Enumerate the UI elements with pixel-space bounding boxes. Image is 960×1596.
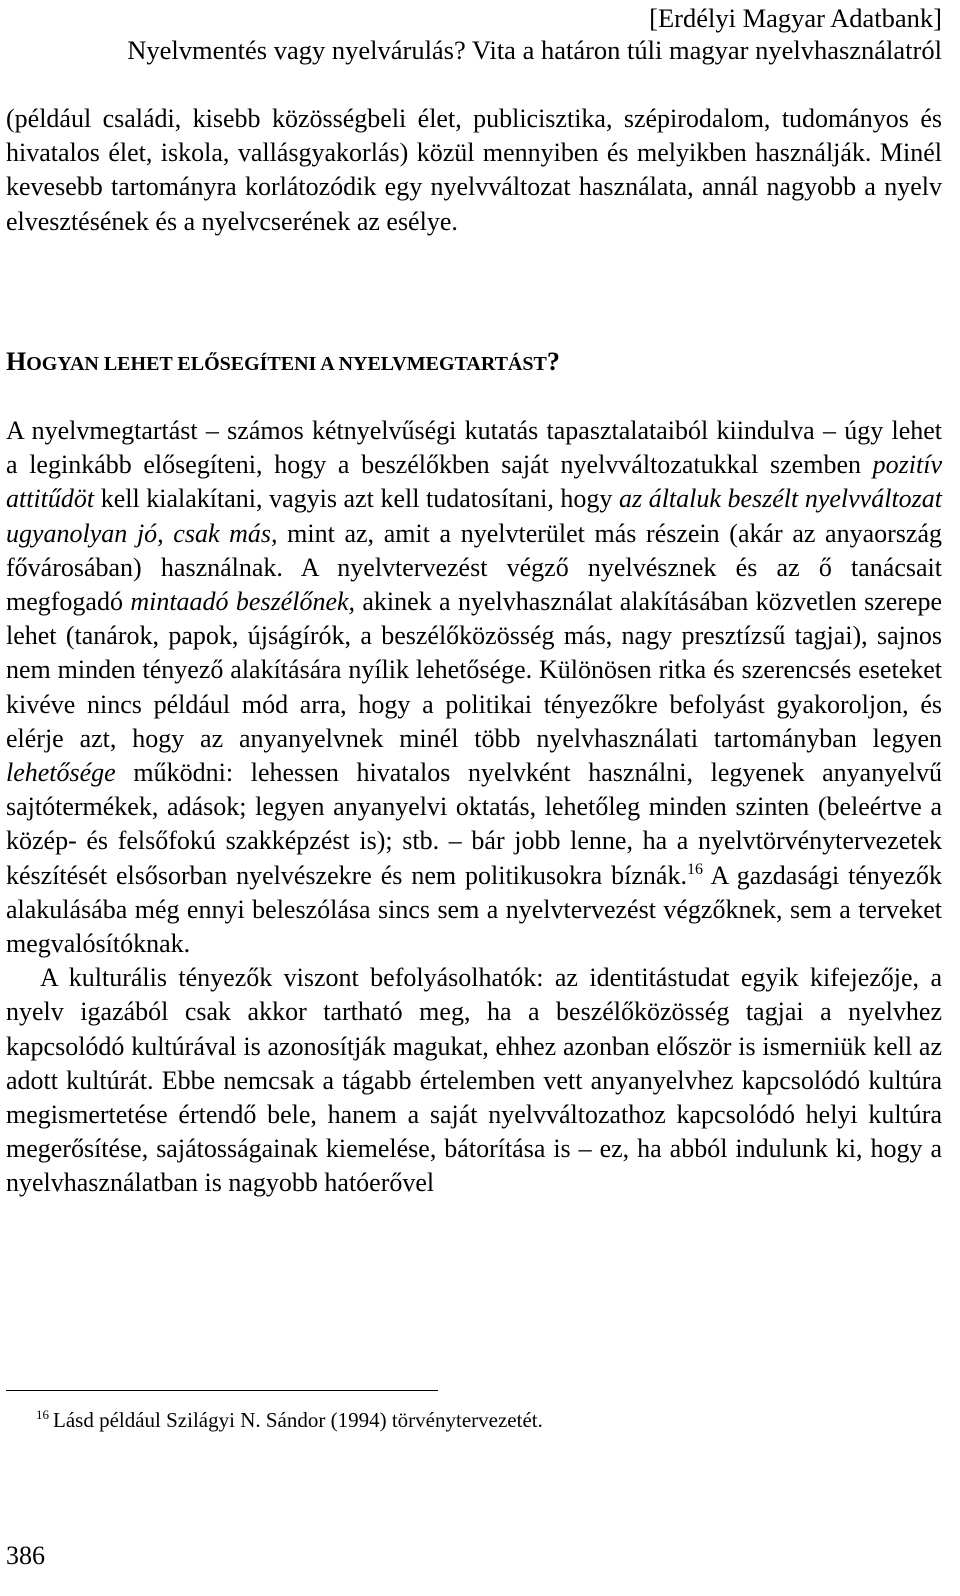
text-run: mint az, amit a nyelvterület más részein (akár az anyaország fővárosában) használnak. A nyelvtervezést végző nyelvésznek és az ő tanácsait megfogadó	[6, 518, 942, 617]
text-run: akinek a nyelvhasználat alakításában közvetlen szerepe lehet (tanárok, papok, újságírók, a beszélőközösség más, nagy presztízsű tagjai), sajnos nem minden tényező alakítására nyílik lehetősége. Különösen ritka és szerencsés eseteket kivéve nincs például mód arra, hogy a politikai tényezőkre befolyást gyakoroljon, és elérje azt, hogy az anyanyelvnek minél több nyelvhasználati tartományban legyen	[6, 587, 943, 753]
footnote-reference[interactable]: 16	[686, 860, 703, 878]
continued-paragraph	[6, 102, 942, 239]
section-heading	[6, 344, 560, 382]
footnote	[36, 1405, 543, 1435]
italic-run: lehetősége	[6, 758, 116, 788]
header-title: Nyelvmentés vagy nyelvárulás? Vita a határon túli magyar nyelvhasználatról	[127, 35, 942, 65]
footnote-text: Lásd például Szilágyi N. Sándor (1994) törvénytervezetét.	[53, 1408, 543, 1432]
text-run: működni: lehessen hivatalos nyelvként használni, legyenek anyanyelvű sajtótermékek, adások; legyen anyanyelvi oktatás, lehetőleg minden szinten (beleértve a közép- és felsőfokú szakképzést is); stb. – bár jobb lenne, ha a nyelvtörvénytervezetek készítését elsősorban nyelvészekre és nem politikusokra bíznák.	[6, 758, 942, 890]
italic-run: az általuk beszélt nyelvváltozat ugyanolyan jó, csak más,	[6, 484, 943, 548]
text-run: kell kialakítani, vagyis azt kell tudatosítani, hogy	[94, 484, 619, 514]
page-header	[12, 2, 942, 66]
heading-initial: H	[6, 347, 27, 376]
text-run: A gazdasági tényezők alakulásába még ennyi beleszólása sincs sem a nyelvtervezést végzőknek, sem a terveket megvalósítóknak.	[6, 860, 942, 959]
footnote-divider	[6, 1390, 438, 1391]
heading-question-mark: ?	[546, 347, 560, 376]
italic-run: pozitív attitűdöt	[6, 450, 942, 514]
paragraph-text: (például családi, kisebb közösségbeli élet, publicisztika, szépirodalom, tudományos és hivatalos élet, iskola, vallásgyakorlás) közül mennyiben és melyikben használják. Minél kevesebb tartományra korlátozódik egy nyelvváltozat használata, annál nagyobb a nyelv elvesztésének és a nyelvcserének az esélye.	[6, 104, 942, 236]
header-source: [Erdélyi Magyar Adatbank]	[649, 3, 942, 33]
paragraph-1	[6, 414, 942, 961]
italic-run: mintaadó beszélőnek,	[130, 587, 356, 617]
main-text	[6, 414, 942, 1201]
page-number: 386	[6, 1541, 45, 1570]
paragraph-2: A kulturális tényezők viszont befolyásolhatók: az identitástudat egyik kifejezője, a nyelv igazából csak akkor tartható meg, ha a beszélőközösség tagjai a nyelvhez kapcsolódó kultúrával is azonosítják magukat, ehhez azonban először is ismerniük kell az adott kultúrát. Ebbe nemcsak a tágabb értelemben vett anyanyelvhez kapcsolódó kultúra megismertetése értendő bele, hanem a saját nyelvváltozathoz kapcsolódó helyi kultúra megerősítése, sajátosságainak kiemelése, bátorítása is – ez, ha abból indulunk ki, hogy a nyelvhasználatban is nagyobb hatóerővel	[6, 963, 942, 1198]
footnote-number: 16	[36, 1407, 49, 1422]
text-run: A nyelvmegtartást – számos kétnyelvűségi kutatás tapasztalataiból kiindulva – úgy lehet a leginkább elősegíteni, hogy a beszélőkben saját nyelvváltozatukkal szemben	[6, 416, 942, 480]
heading-smallcaps: OGYAN LEHET ELŐSEGÍTENI A NYELVMEGTARTÁST	[26, 353, 547, 375]
